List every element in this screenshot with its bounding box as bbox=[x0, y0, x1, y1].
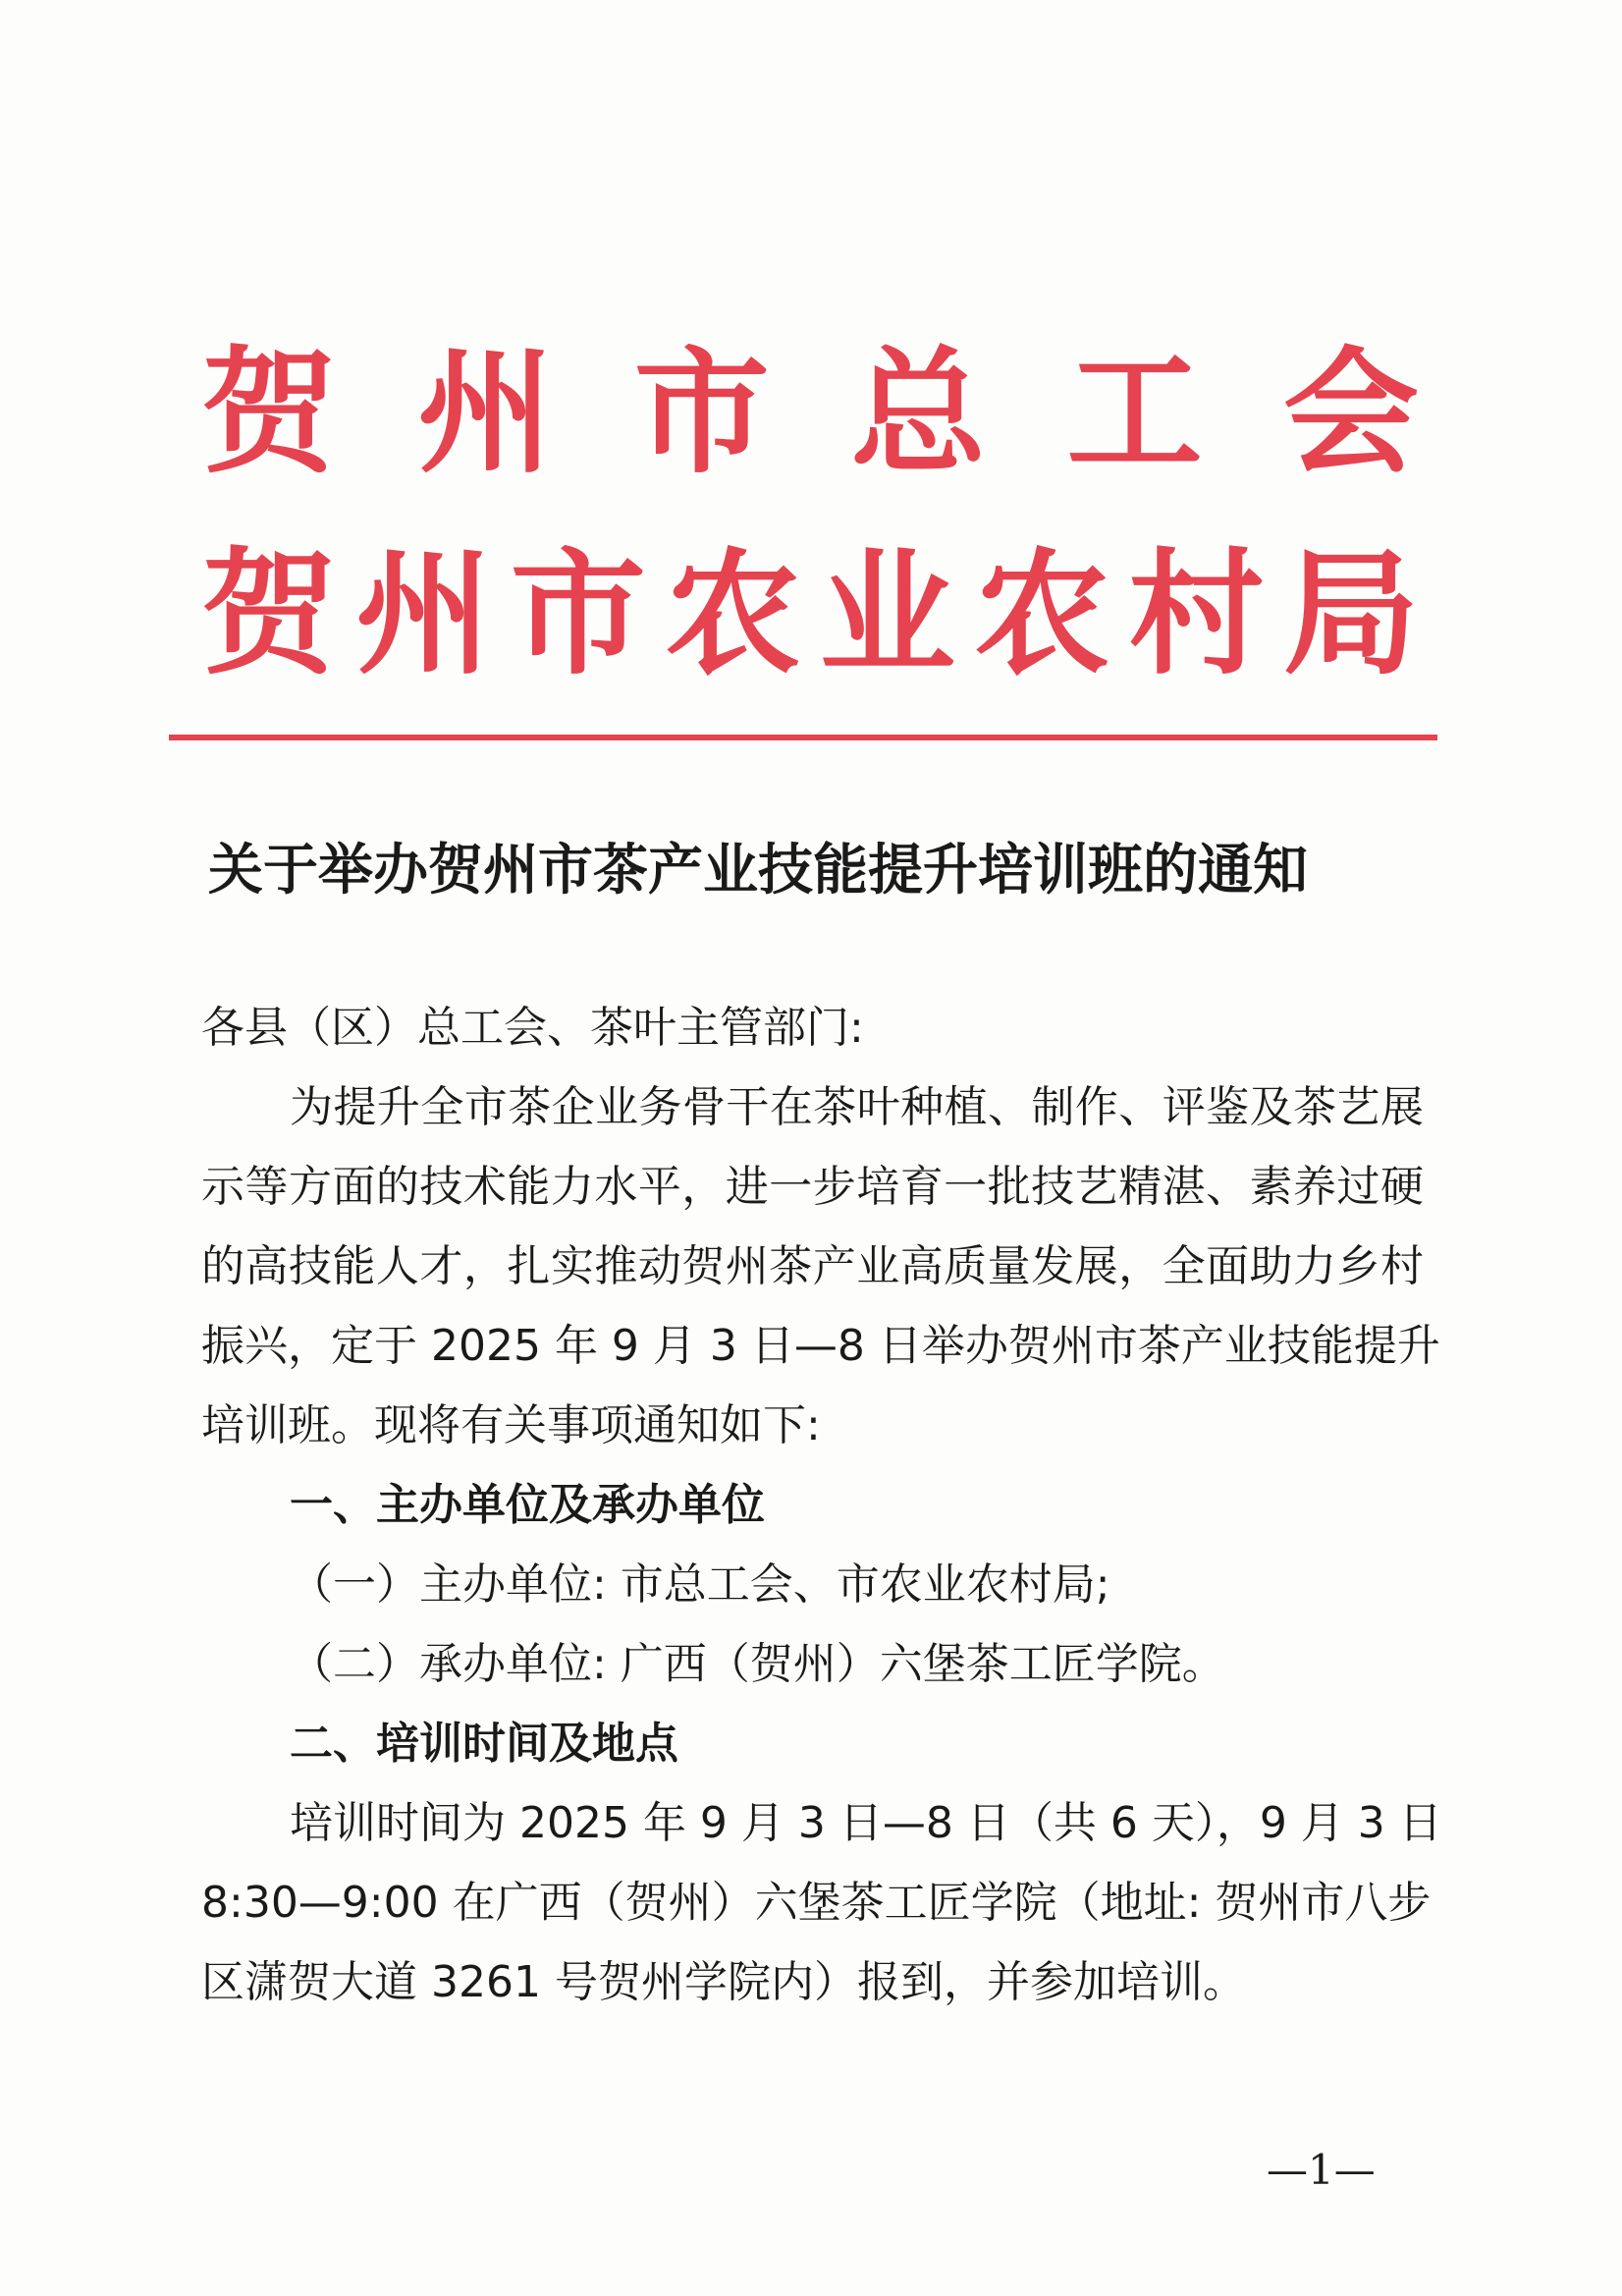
issuer-name-2: 贺州市农业农村局 bbox=[201, 533, 1419, 693]
red-header-divider bbox=[169, 735, 1437, 740]
section-1-item-2: （二）承办单位: 广西（贺州）六堡茶工匠学院。 bbox=[290, 1639, 1225, 1689]
section-1-item-1: （一）主办单位: 市总工会、市农业农村局; bbox=[290, 1559, 1110, 1610]
intro-line-4: 振兴，定于 2025 年 9 月 3 日—8 日举办贺州市茶产业技能提升 bbox=[201, 1321, 1440, 1371]
issuer-name-1: 贺州市总工会 bbox=[201, 332, 1419, 492]
document-title: 关于举办贺州市茶产业技能提升培训班的通知 bbox=[208, 838, 1308, 902]
section-2-line-2: 8:30—9:00 在广西（贺州）六堡茶工匠学院（地址: 贺州市八步 bbox=[201, 1878, 1432, 1928]
intro-line-3: 的高技能人才，扎实推动贺州茶产业高质量发展，全面助力乡村 bbox=[201, 1241, 1424, 1291]
page-number: —1— bbox=[1267, 2146, 1376, 2194]
salutation: 各县（区）总工会、茶叶主管部门: bbox=[201, 1003, 864, 1053]
section-2-line-1: 培训时间为 2025 年 9 月 3 日—8 日（共 6 天），9 月 3 日 bbox=[290, 1798, 1442, 1848]
section-1-heading: 一、主办单位及承办单位 bbox=[290, 1480, 765, 1530]
intro-line-2: 示等方面的技术能力水平，进一步培育一批技艺精湛、素养过硬 bbox=[201, 1162, 1424, 1212]
section-2-line-3: 区潇贺大道 3261 号贺州学院内）报到，并参加培训。 bbox=[201, 1957, 1246, 2007]
section-2-heading: 二、培训时间及地点 bbox=[290, 1719, 678, 1769]
intro-line-1: 为提升全市茶企业务骨干在茶叶种植、制作、评鉴及茶艺展 bbox=[290, 1082, 1424, 1132]
intro-line-5: 培训班。现将有关事项通知如下: bbox=[201, 1400, 821, 1450]
